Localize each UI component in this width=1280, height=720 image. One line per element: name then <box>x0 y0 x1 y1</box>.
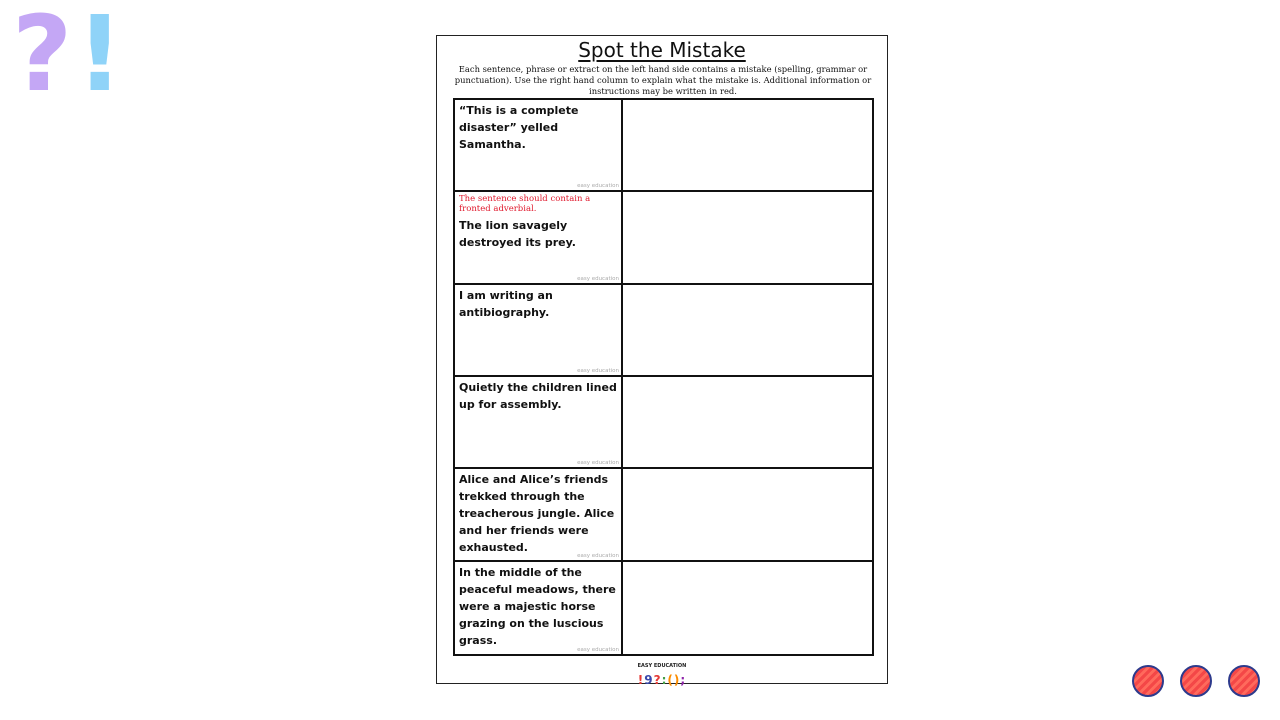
sentence-text: In the middle of the peaceful meadows, there were a majestic horse grazing on the luscious grass. <box>459 565 616 647</box>
logo-glyph: () <box>667 673 681 687</box>
logo-brand-text: EASY EDUCATION <box>637 663 687 669</box>
sentence-text: I am writing an antibiography. <box>459 288 553 319</box>
watermark: easy education <box>577 368 619 374</box>
nav-button-1[interactable] <box>1132 665 1164 697</box>
sentence-cell <box>455 377 623 469</box>
logo-glyph: ? <box>653 673 662 687</box>
mistake-table <box>453 98 874 656</box>
question-mark-icon: ? <box>12 0 73 115</box>
watermark: easy education <box>577 552 619 559</box>
decor-punctuation <box>12 0 124 115</box>
answer-cell[interactable] <box>623 562 872 654</box>
logo-glyphs <box>638 673 686 687</box>
easy-education-logo <box>437 663 887 688</box>
answer-cell[interactable] <box>623 192 872 284</box>
watermark: easy education <box>577 183 619 190</box>
answer-cell[interactable] <box>623 100 872 192</box>
worksheet-instructions: Each sentence, phrase or extract on the left hand side contains a mistake (spelling, grammar or punctuation). Use the right hand column to explain what the mistake is. Additional information or instructions may be written in red. <box>454 64 872 96</box>
worksheet-page <box>436 35 888 687</box>
slide-nav <box>1132 665 1260 697</box>
logo-glyph: 9 <box>644 673 654 687</box>
sentence-cell <box>455 192 623 284</box>
sentence-cell <box>455 469 623 561</box>
worksheet-title: Spot the Mistake <box>578 38 746 62</box>
sentence-cell <box>455 285 623 377</box>
sentence-cell <box>455 562 623 654</box>
nav-button-3[interactable] <box>1228 665 1260 697</box>
logo-glyph: ! <box>637 673 645 687</box>
red-instruction: The sentence should contain a fronted adverbial. <box>459 194 591 215</box>
sentence-text: The lion savagely destroyed its prey. <box>459 219 576 250</box>
nav-button-2[interactable] <box>1180 665 1212 697</box>
exclamation-mark-icon: ! <box>76 0 124 115</box>
answer-cell[interactable] <box>623 285 872 377</box>
sentence-cell <box>455 100 623 192</box>
logo-glyph: : <box>661 673 668 687</box>
watermark: easy education <box>577 275 619 282</box>
watermark: easy education <box>577 460 619 467</box>
watermark: easy education <box>577 647 619 653</box>
sentence-text: Alice and Alice’s friends trekked through the treacherous jungle. Alice and her friends were exhausted. <box>459 473 615 555</box>
sentence-text: “This is a complete disaster” yelled Samantha. <box>459 104 579 151</box>
answer-cell[interactable] <box>623 469 872 561</box>
logo-glyph: ; <box>680 673 687 687</box>
answer-cell[interactable] <box>623 377 872 469</box>
sentence-text: Quietly the children lined up for assembly. <box>459 381 617 411</box>
